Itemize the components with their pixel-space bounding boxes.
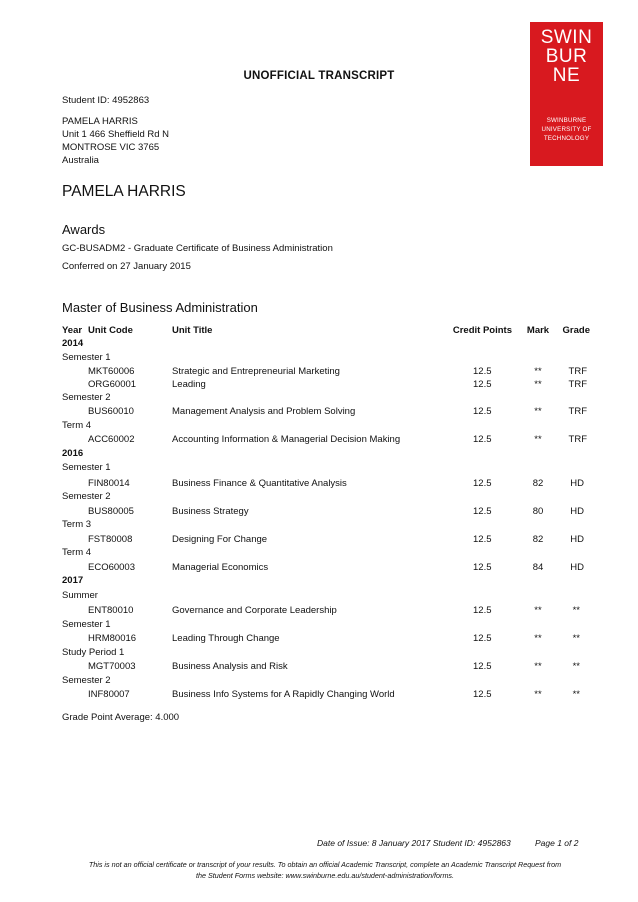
period-label: Term 3 — [62, 519, 92, 530]
col-grade: Grade — [562, 325, 590, 336]
unit-grade: ** — [572, 605, 580, 616]
unit-code: ENT80010 — [88, 605, 134, 616]
unit-grade: TRF — [568, 379, 587, 390]
unit-grade: HD — [570, 562, 584, 573]
unit-grade: TRF — [568, 366, 587, 377]
student-name: PAMELA HARRIS — [62, 183, 186, 200]
address-line: PAMELA HARRIS — [62, 116, 138, 127]
unit-title: Business Analysis and Risk — [172, 661, 288, 672]
unit-credit-points: 12.5 — [473, 534, 492, 545]
award-name: GC-BUSADM2 - Graduate Certificate of Business Administration — [62, 243, 333, 254]
unit-credit-points: 12.5 — [473, 379, 492, 390]
disclaimer-line: the Student Forms website: www.swinburne.edu.au/student-administration/forms. — [195, 871, 455, 880]
period-label: Study Period 1 — [62, 647, 125, 658]
unit-credit-points: 12.5 — [473, 506, 492, 517]
unit-credit-points: 12.5 — [473, 366, 492, 377]
grade-point-average: Grade Point Average: 4.000 — [62, 712, 180, 723]
unit-title: Managerial Economics — [172, 562, 269, 573]
unit-credit-points: 12.5 — [473, 661, 492, 672]
address-line: Unit 1 466 Sheffield Rd N — [62, 129, 170, 140]
year-heading: 2014 — [62, 338, 84, 349]
unit-grade: HD — [570, 478, 584, 489]
logo-mark-line: BUR — [545, 46, 588, 67]
unit-title: Business Info Systems for A Rapidly Changing World — [172, 689, 395, 700]
unit-title: Governance and Corporate Leadership — [172, 605, 337, 616]
col-credit-points: Credit Points — [452, 325, 512, 336]
unit-credit-points: 12.5 — [473, 689, 492, 700]
period-label: Semester 2 — [62, 675, 111, 686]
unit-code: FIN80014 — [88, 478, 130, 489]
unit-title: Strategic and Entrepreneurial Marketing — [172, 366, 340, 377]
unit-credit-points: 12.5 — [473, 406, 492, 417]
unit-mark: ** — [534, 661, 542, 672]
unit-code: FST80008 — [88, 534, 133, 545]
logo-wordmark — [530, 116, 603, 143]
col-unit-title: Unit Title — [172, 325, 213, 336]
unit-code: MKT60006 — [88, 366, 135, 377]
unit-credit-points: 12.5 — [473, 562, 492, 573]
period-label: Semester 1 — [62, 352, 111, 363]
program-heading: Master of Business Administration — [62, 300, 258, 315]
unit-mark: ** — [534, 689, 542, 700]
award-conferred: Conferred on 27 January 2015 — [62, 261, 191, 272]
year-heading: 2017 — [62, 575, 84, 586]
unit-code: ACC60002 — [88, 434, 135, 445]
student-address — [62, 115, 169, 167]
unit-grade: TRF — [568, 434, 587, 445]
unit-title: Business Finance & Quantitative Analysis — [172, 478, 347, 489]
period-label: Semester 1 — [62, 619, 111, 630]
unit-grade: ** — [572, 633, 580, 644]
unit-grade: ** — [572, 661, 580, 672]
unit-mark: ** — [534, 366, 542, 377]
unit-mark: 84 — [532, 562, 544, 573]
col-year: Year — [62, 325, 83, 336]
period-label: Term 4 — [62, 420, 92, 431]
unit-credit-points: 12.5 — [473, 605, 492, 616]
col-unit-code: Unit Code — [88, 325, 133, 336]
disclaimer-line: This is not an official certificate or transcript of your results. To obtain an official Academic Transcript, complete an Academic Transcript Request from — [88, 860, 562, 869]
logo-mark-line: SWIN — [540, 27, 593, 48]
unit-mark: ** — [534, 379, 542, 390]
period-label: Term 4 — [62, 547, 92, 558]
unit-mark: 82 — [532, 478, 544, 489]
unit-code: BUS60010 — [88, 406, 134, 417]
page-number: Page 1 of 2 — [535, 838, 579, 848]
unit-mark: 82 — [532, 534, 544, 545]
period-label: Summer — [62, 590, 98, 601]
period-label: Semester 2 — [62, 491, 111, 502]
logo-word-line: SWINBURNE — [546, 117, 587, 124]
address-line: Australia — [62, 155, 99, 166]
issue-info: Date of Issue: 8 January 2017 Student ID: 4952863 — [317, 838, 511, 848]
student-id: Student ID: 4952863 — [62, 95, 150, 106]
unit-title: Designing For Change — [172, 534, 268, 545]
unit-title: Leading Through Change — [172, 633, 280, 644]
unit-code: ORG60001 — [88, 379, 137, 390]
unit-mark: ** — [534, 406, 542, 417]
unit-credit-points: 12.5 — [473, 633, 492, 644]
unit-credit-points: 12.5 — [473, 478, 492, 489]
unit-credit-points: 12.5 — [473, 434, 492, 445]
unit-code: ECO60003 — [88, 562, 136, 573]
unit-title: Leading — [172, 379, 206, 390]
unit-grade: HD — [570, 534, 584, 545]
logo-word-line: TECHNOLOGY — [543, 135, 590, 142]
period-label: Semester 1 — [62, 462, 111, 473]
unit-code: INF80007 — [88, 689, 130, 700]
address-line: MONTROSE VIC 3765 — [62, 142, 160, 153]
unit-title: Business Strategy — [172, 506, 249, 517]
swinburne-logo — [530, 22, 603, 166]
document-title: UNOFFICIAL TRANSCRIPT — [243, 70, 395, 82]
unit-mark: ** — [534, 434, 542, 445]
unit-code: BUS80005 — [88, 506, 134, 517]
unit-code: MGT70003 — [88, 661, 136, 672]
col-mark: Mark — [526, 325, 550, 336]
year-heading: 2016 — [62, 448, 84, 459]
logo-word-line: UNIVERSITY OF — [541, 126, 592, 133]
disclaimer — [60, 859, 590, 881]
unit-mark: ** — [534, 605, 542, 616]
unit-title: Accounting Information & Managerial Decision Making — [172, 434, 401, 445]
unit-mark: 80 — [532, 506, 544, 517]
awards-heading: Awards — [62, 222, 106, 237]
unit-grade: HD — [570, 506, 584, 517]
logo-mark-line: NE — [552, 65, 581, 86]
unit-mark: ** — [534, 633, 542, 644]
unit-code: HRM80016 — [88, 633, 137, 644]
unit-grade: TRF — [568, 406, 587, 417]
unit-title: Management Analysis and Problem Solving — [172, 406, 356, 417]
period-label: Semester 2 — [62, 392, 111, 403]
unit-grade: ** — [572, 689, 580, 700]
